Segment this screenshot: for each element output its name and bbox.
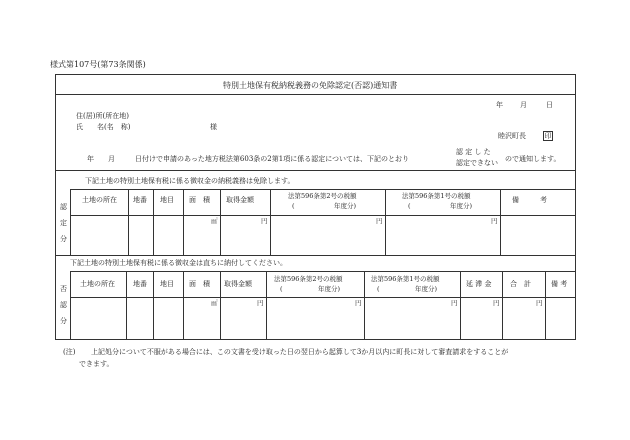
section2-side-char-1: 否	[60, 285, 67, 293]
s2-header-divider	[70, 297, 576, 298]
seal-mark: 印	[544, 132, 552, 140]
s2-header-acquisition: 取得金額	[224, 280, 252, 288]
s1-col-line	[128, 189, 129, 255]
s1-header-tax1-open: (	[408, 202, 411, 210]
s1-col-line	[270, 189, 271, 255]
section1-side-divider	[70, 189, 71, 255]
section2-top-divider	[55, 255, 576, 256]
s2-header-tax2-line1: 法第596条第2号の税額	[274, 275, 343, 283]
s1-header-lot: 地番	[133, 196, 147, 204]
address-label: 住(居)所(所在地)	[76, 112, 129, 120]
section1-side-char-1: 認	[60, 203, 67, 211]
s2-header-late-fee: 延 滞 金	[466, 280, 492, 288]
date-day-label: 日	[546, 101, 553, 109]
section2-heading-divider	[70, 271, 576, 272]
s2-header-lot: 地番	[133, 280, 147, 288]
s1-header-landtype: 地目	[160, 196, 174, 204]
s2-col-line	[153, 271, 154, 340]
notice-month: 月	[108, 155, 115, 163]
s2-unit-total: 円	[536, 299, 543, 307]
s2-header-tax1-year: 年度分)	[415, 285, 438, 293]
s1-unit-area: ㎡	[211, 217, 218, 225]
notice-body: 日付けで申請のあった地方税法第603条の2第1項に係る認定については、下記のとおり	[135, 155, 410, 163]
s2-col-line	[183, 271, 184, 340]
honorific: 様	[210, 123, 217, 131]
notice-option-approve: 認 定 し た	[456, 148, 491, 156]
s1-unit-tax2: 円	[376, 217, 383, 225]
s2-header-tax2-open: (	[280, 285, 283, 293]
s2-header-total: 合 計	[510, 280, 531, 288]
s1-header-area: 面 積	[189, 196, 210, 204]
s1-header-tax1-line1: 法第596条第1号の税額	[402, 192, 471, 200]
s2-col-line	[364, 271, 365, 340]
s1-header-divider	[70, 215, 576, 216]
notice-year: 年	[87, 155, 94, 163]
s2-unit-acquisition: 円	[257, 299, 264, 307]
s2-header-tax2-year: 年度分)	[318, 285, 341, 293]
s2-col-line	[126, 271, 127, 340]
s1-header-acquisition: 取得金額	[226, 196, 254, 204]
s2-header-landtype: 地目	[160, 280, 174, 288]
title-divider	[55, 94, 576, 95]
date-year-label: 年	[496, 101, 503, 109]
note-mark: (注)	[63, 348, 76, 356]
s2-header-tax1-open: (	[377, 285, 380, 293]
notice-tail: ので通知します。	[505, 155, 561, 163]
s1-col-line	[220, 189, 221, 255]
s1-unit-tax1: 円	[491, 217, 498, 225]
form-number: 様式第107号(第73条関係)	[50, 60, 146, 69]
s2-unit-tax1: 円	[451, 299, 458, 307]
s2-header-remarks: 備 考	[551, 280, 568, 288]
section1-side-char-2: 定	[60, 219, 67, 227]
document-title: 特別土地保有税納税義務の免除認定(否認)通知書	[223, 81, 398, 90]
section2-side-divider	[70, 271, 71, 340]
s1-header-tax2-year: 年度分)	[334, 202, 357, 210]
issuer-title: 睦沢町長	[498, 132, 526, 140]
s2-header-location: 土地の所在	[80, 280, 115, 288]
s1-unit-acquisition: 円	[261, 217, 268, 225]
s1-col-line	[153, 189, 154, 255]
notice-option-deny: 認定できない	[456, 159, 498, 167]
section2-heading: 下記土地の特別土地保有税に係る徴収金は直ちに納付してください。	[70, 259, 287, 267]
s1-col-line	[500, 189, 501, 255]
section2-side-char-3: 分	[60, 317, 67, 325]
s2-col-line	[502, 271, 503, 340]
section2-side-char-2: 認	[60, 301, 67, 309]
section1-side-char-3: 分	[60, 235, 67, 243]
name-label: 氏 名(名 称)	[76, 123, 131, 131]
note-line-1: 上記処分について不服がある場合には、この文書を受け取った日の翌日から起算して3か月以内に町長に対して審査請求をすることが	[91, 348, 509, 356]
s2-col-line	[460, 271, 461, 340]
s2-unit-tax2: 円	[355, 299, 362, 307]
s1-col-line	[385, 189, 386, 255]
s1-header-tax2-open: (	[292, 202, 295, 210]
s2-col-line	[220, 271, 221, 340]
section1-heading: 下記土地の特別土地保有税に係る徴収金の納税義務は免除します。	[85, 177, 295, 185]
s2-unit-late-fee: 円	[493, 299, 500, 307]
s2-header-area: 面 積	[189, 280, 210, 288]
s2-unit-area: ㎡	[211, 299, 218, 307]
s1-header-tax2-line1: 法第596条第2号の税額	[288, 192, 357, 200]
s2-col-line	[545, 271, 546, 340]
s1-header-remarks: 備 考	[512, 196, 547, 204]
note-line-2: できます。	[79, 360, 114, 368]
s1-header-tax1-year: 年度分)	[450, 202, 473, 210]
s2-header-tax1-line1: 法第596条第1号の税額	[371, 275, 440, 283]
date-month-label: 月	[520, 101, 527, 109]
section1-top-divider	[55, 170, 576, 171]
s1-header-location: 土地の所在	[82, 196, 117, 204]
s1-col-line	[183, 189, 184, 255]
s2-col-line	[266, 271, 267, 340]
